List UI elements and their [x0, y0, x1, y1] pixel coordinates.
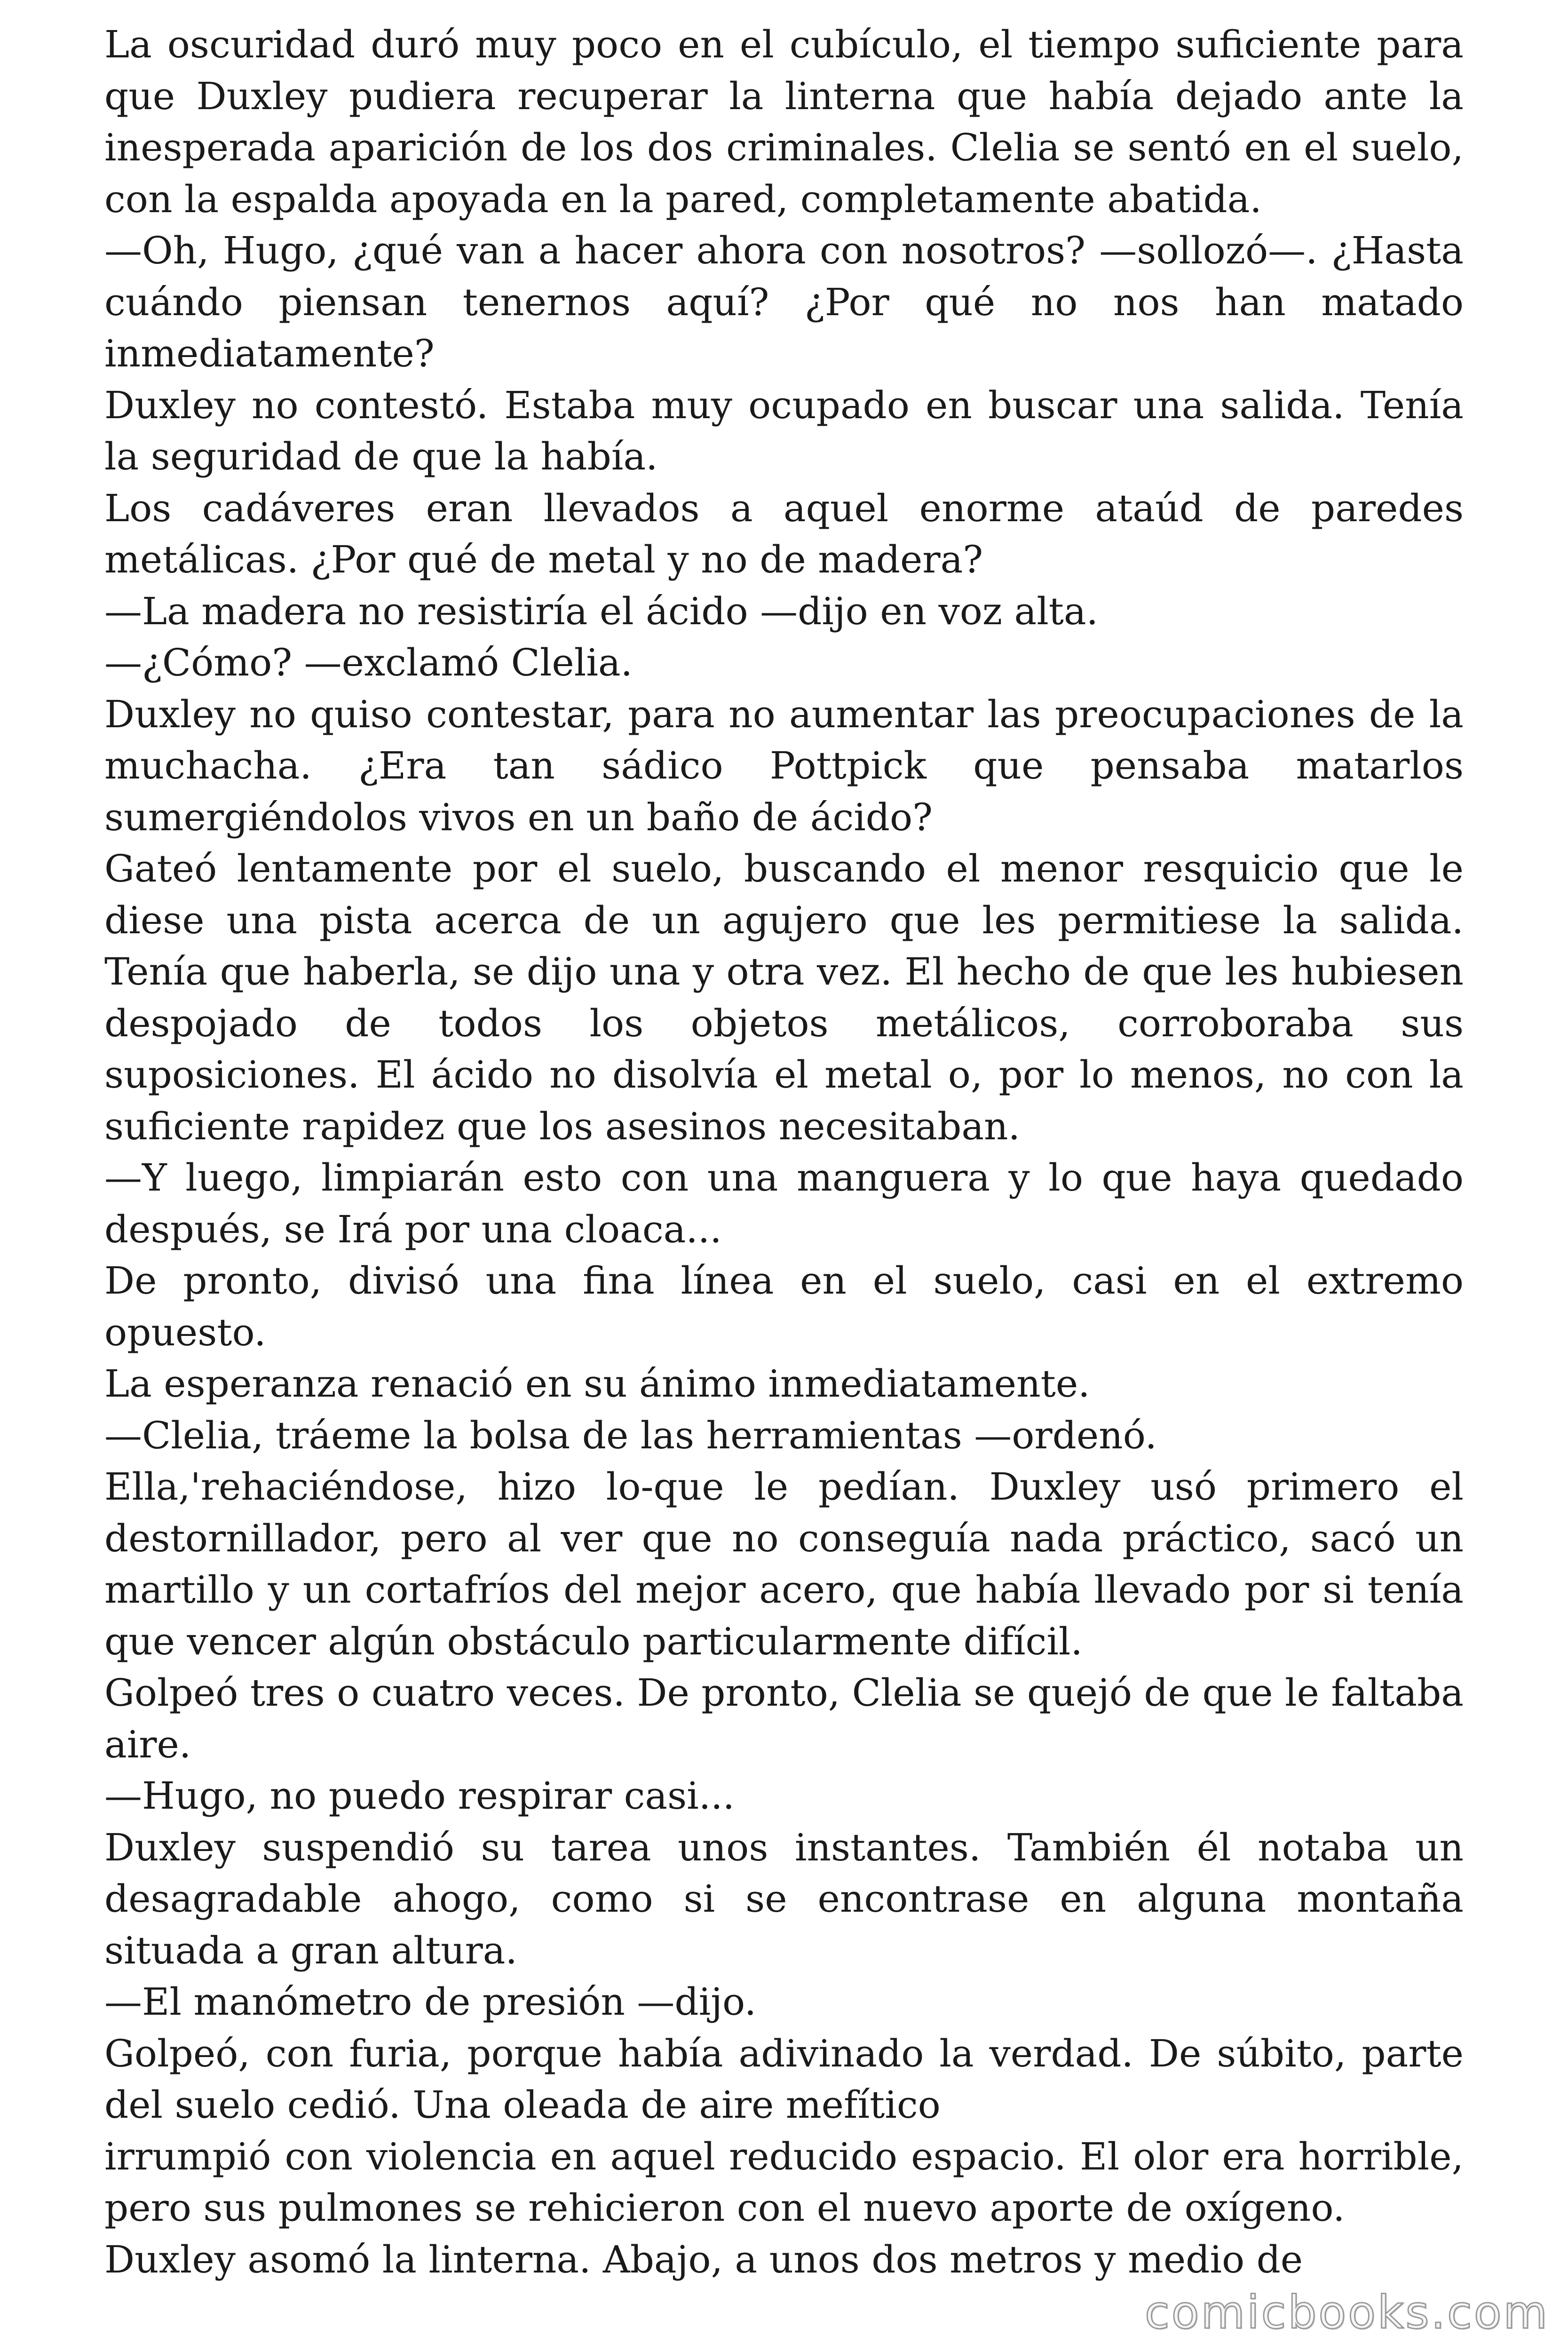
- paragraph: —Y luego, limpiarán esto con una manguera y lo que haya quedado después, se Irá por una cloaca...: [104, 1156, 1464, 1251]
- paragraph: Golpeó tres o cuatro veces. De pronto, Clelia se quejó de que le faltaba aire.: [104, 1671, 1464, 1766]
- paragraph: irrumpió con violencia en aquel reducido espacio. El olor era horrible, pero sus pulmones se rehicieron con el nuevo aporte de oxígeno.: [104, 2134, 1464, 2230]
- paragraph: Duxley no quiso contestar, para no aumentar las preocupaciones de la muchacha. ¿Era tan sádico Pottpick que pensaba matarlos sumergiéndolos vivos en un baño de ácido?: [104, 692, 1464, 839]
- paragraph: La esperanza renació en su ánimo inmediatamente.: [104, 1362, 1090, 1406]
- paragraph: —Hugo, no puedo respirar casi...: [104, 1774, 735, 1818]
- paragraph: —Clelia, tráeme la bolsa de las herramientas —ordenó.: [104, 1413, 1157, 1457]
- paragraph: —Oh, Hugo, ¿qué van a hacer ahora con nosotros? —sollozó—. ¿Hasta cuándo piensan tenernos aquí? ¿Por qué no nos han matado inmediatamente?: [104, 229, 1464, 375]
- paragraph: —La madera no resistiría el ácido —dijo en voz alta.: [104, 589, 1099, 633]
- paragraph: De pronto, divisó una fina línea en el suelo, casi en el extremo opuesto.: [104, 1259, 1464, 1354]
- paragraph: —El manómetro de presión —dijo.: [104, 1980, 757, 2024]
- paragraph: Duxley suspendió su tarea unos instantes. También él notaba un desagradable ahogo, como si se encontrase en alguna montaña situada a gran altura.: [104, 1825, 1464, 1972]
- book-page-text: [104, 19, 1464, 2285]
- paragraph: Ella,'rehaciéndose, hizo lo-que le pedían. Duxley usó primero el destornillador, pero al ver que no conseguía nada práctico, sacó un martillo y un cortafríos del mejor acero, que había llevado por si tenía que vencer algún obstáculo particularmente difícil.: [104, 1465, 1464, 1663]
- paragraph: Duxley no contestó. Estaba muy ocupado en buscar una salida. Tenía la seguridad de que la había.: [104, 383, 1464, 478]
- paragraph: Golpeó, con furia, porque había adivinado la verdad. De súbito, parte del suelo cedió. Una oleada de aire mefítico: [104, 2031, 1464, 2127]
- paragraph: Gateó lentamente por el suelo, buscando el menor resquicio que le diese una pista acerca de un agujero que les permitiese la salida. Tenía que haberla, se dijo una y otra vez. El hecho de que les hubiesen despojado de todos los objetos metálicos, corroboraba sus suposiciones. El ácido no disolvía el metal o, por lo menos, no con la suficiente rapidez que los asesinos necesitaban.: [104, 847, 1464, 1148]
- paragraph: Duxley asomó la linterna. Abajo, a unos dos metros y medio de: [104, 2237, 1303, 2281]
- paragraph: Los cadáveres eran llevados a aquel enorme ataúd de paredes metálicas. ¿Por qué de metal y no de madera?: [104, 486, 1464, 581]
- paragraph: La oscuridad duró muy poco en el cubículo, el tiempo suficiente para que Duxley pudiera recuperar la linterna que había dejado ante la inesperada aparición de los dos criminales. Clelia se sentó en el suelo, con la espalda apoyada en la pared, completamente abatida.: [104, 23, 1464, 221]
- watermark-logo: comicbooks.com: [1144, 2286, 1549, 2339]
- paragraph: —¿Cómo? —exclamó Clelia.: [104, 641, 633, 684]
